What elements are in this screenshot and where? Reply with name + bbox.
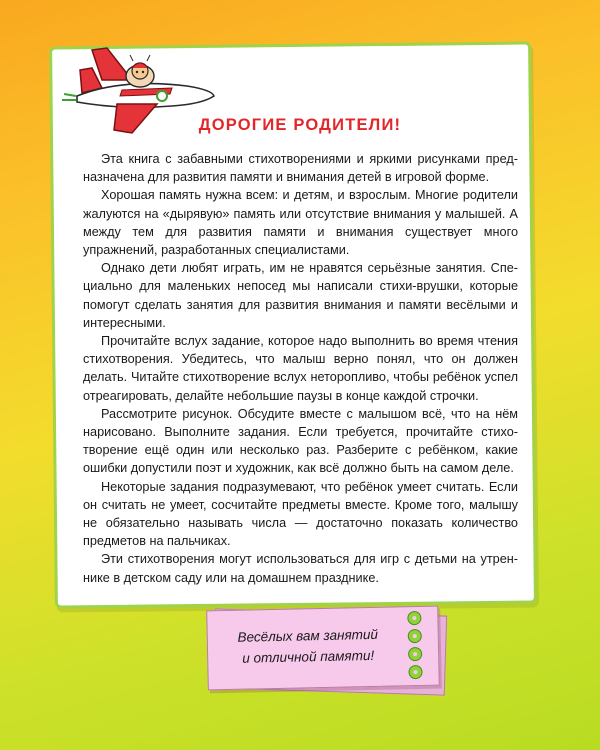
note-line-1: Весёлых вам занятий xyxy=(237,626,379,645)
paragraph: Хорошая память нужна всем: и детям, и взрослым. Многие родители жалуются на «дырявую» память или отсутствие внимания у малышей. А между тем для развития памяти и внимания существует много упражнений, разработанных специалистами. xyxy=(83,188,518,258)
note-line-2: и отличной памяти! xyxy=(242,647,375,666)
paragraph: Рассмотрите рисунок. Обсудите вместе с малышом всё, что на нём нарисовано. Выполните задания. Если требуется, прочитайте стихотворение ещё один или несколько раз. Разберите с ребёнком, какие ошибки допустили поэт и художник, как всё должно быть на самом деле. xyxy=(83,406,518,476)
paragraph: Некоторые задания подразумевают, что ребёнок умеет считать. Если он считать не умеет, сосчитайте предметы вместе. Кроме того, малышу не обязательно называть числа — достаточно показать количество предметов на пальчиках. xyxy=(83,479,518,549)
binder-ring-icon xyxy=(408,629,422,643)
body-text xyxy=(83,150,518,587)
page-title: ДОРОГИЕ РОДИТЕЛИ! xyxy=(198,116,402,134)
note-text xyxy=(208,623,409,669)
paragraph: Однако дети любят играть, им не нравятся серьёзные занятия. Специально для маленьких непосед мы написали стихи-врушки, которые помогут сделать занятия для развития внимания и памяти весёлыми и интересными. xyxy=(83,261,518,330)
note-card xyxy=(206,606,440,691)
paragraph: Эти стихотворения могут использоваться для игр с детьми на утреннике в детском саду или на домашнем празднике. xyxy=(83,552,518,585)
paragraph: Прочитайте вслух задание, которое надо выполнить во время чтения стихотворения. Убедитесь, что малыш верно понял, что он должен делать. Читайте стихотворение вслух неторопливо, чтобы ребёнок успел отреагировать, делайте небольшие паузы в конце каждой строчки. xyxy=(83,334,518,403)
paragraph: Эта книга с забавными стихотворениями и яркими рисунками предназначена для развития памяти и внимания детей в игровой форме. xyxy=(83,152,518,185)
plane-window xyxy=(157,91,167,101)
binder-ring-icon xyxy=(408,647,422,661)
binder-ring-icon xyxy=(408,665,422,679)
binder-ring-icon xyxy=(407,611,421,625)
